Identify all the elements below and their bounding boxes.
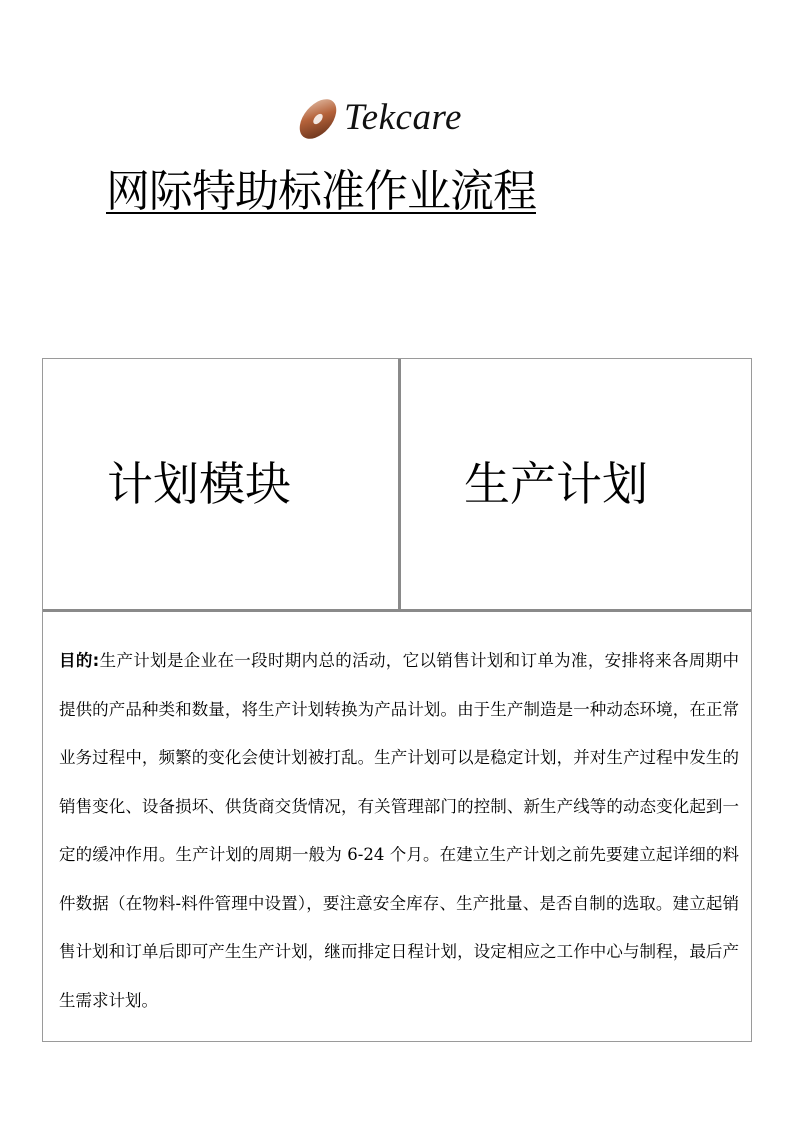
info-table xyxy=(42,358,752,1042)
row-divider xyxy=(43,609,751,612)
purpose-label: 目的: xyxy=(59,651,100,670)
module-value-cell: 生产计划 xyxy=(464,457,648,511)
module-label-cell: 计划模块 xyxy=(43,359,401,609)
purpose-text: 生产计划是企业在一段时期内总的活动，它以销售计划和订单为准，安排将来各周期中提供的产品种类和数量，将生产计划转换为产品计划。由于生产制造是一种动态环境，在正常业务过程中，频繁的变化会使计划被打乱。生产计划可以是稳定计划，并对生产过程中发生的销售变化、设备损坏、供货商交货情况，有关管理部门的控制、新生产线等的动态变化起到一定的缓冲作用。生产计划的周期一般为 6-24 个月。在建立生产计划之前先要建立起详细的料件数据（在物料-料件管理中设置），要注意安全库存、生产批量、是否自制的选取。建立起销售计划和订单后即可产生生产计划，继而排定日程计划，设定相应之工作中心与制程，最后产生需求计划。 xyxy=(59,651,740,1010)
purpose-section xyxy=(59,637,739,1025)
logo-text: Tekcare xyxy=(344,97,462,138)
module-row xyxy=(43,359,751,609)
company-logo xyxy=(294,94,494,144)
page-title: 网际特助标准作业流程 xyxy=(106,166,536,217)
disc-logo-icon xyxy=(294,94,342,144)
